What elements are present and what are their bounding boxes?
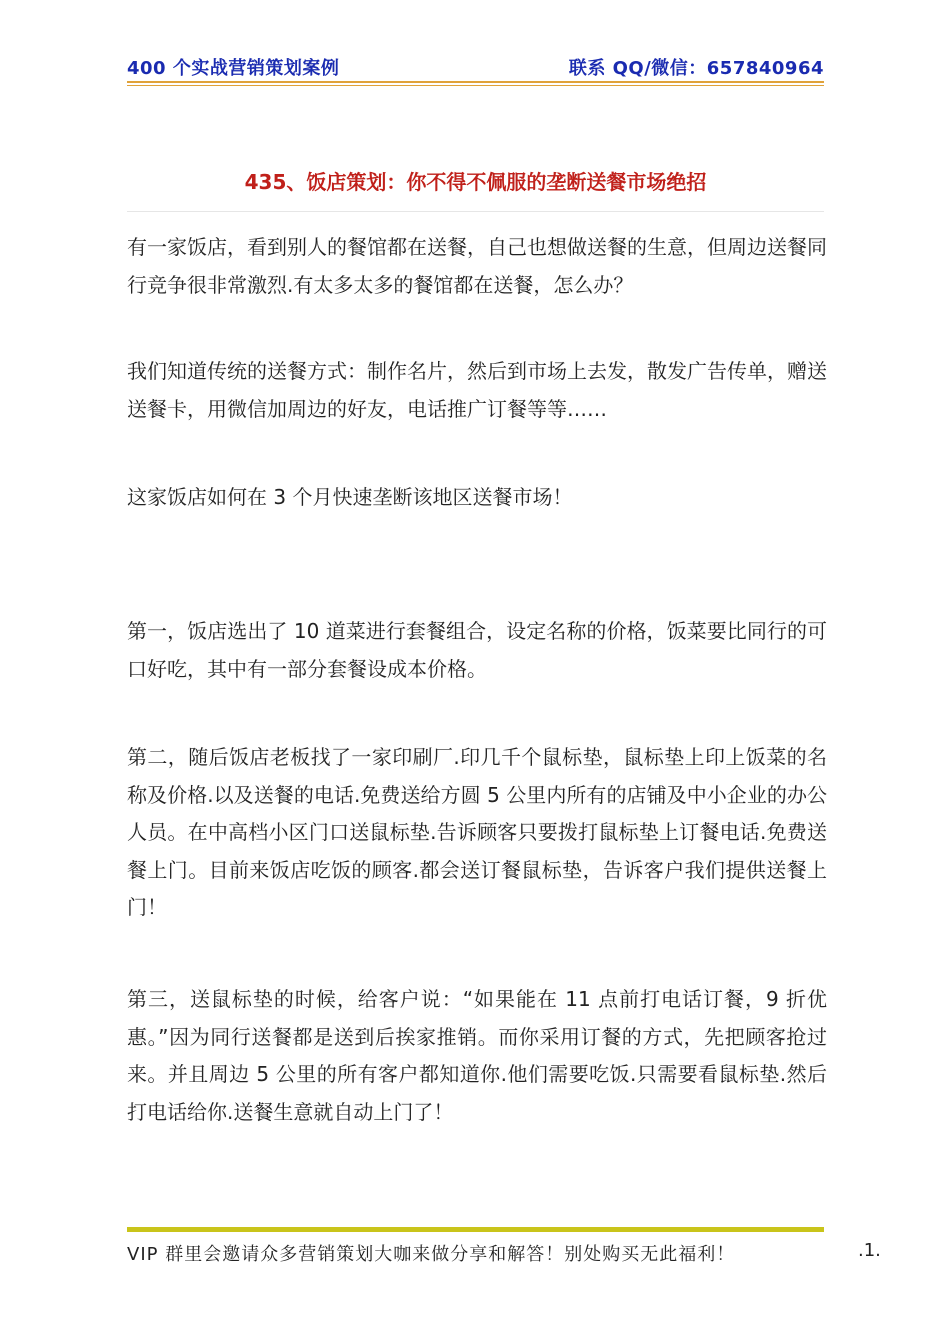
paragraph-step-two: 第二，随后饭店老板找了一家印刷厂.印几千个鼠标垫，鼠标垫上印上饭菜的名称及价格.以及送餐的电话.免费送给方圆 5 公里内所有的店铺及中小企业的办公人员。在中高档小区门口送鼠标垫.告诉顾客只要拨打鼠标垫上订餐电话.免费送餐上门。目前来饭店吃饭的顾客.都会送订餐鼠标垫，告诉客户我们提供送餐上门！	[127, 745, 827, 919]
header-series-title: 400 个实战营销策划案例	[127, 58, 340, 79]
paragraph-step-three: 第三，送鼠标垫的时候，给客户说：“如果能在 11 点前打电话订餐，9 折优惠。”因为同行送餐都是送到后挨家推销。而你采用订餐的方式，先把顾客抢过来。并且周边 5 公里的所有客户都知道你.他们需要吃饭.只需要看鼠标垫.然后打电话给你.送餐生意就自动上门了！	[127, 987, 827, 1124]
paragraph-intro: 有一家饭店，看到别人的餐馆都在送餐，自己也想做送餐的生意，但周边送餐同行竞争很非常激烈.有太多太多的餐馆都在送餐，怎么办？	[127, 235, 827, 297]
header-divider	[127, 81, 824, 83]
footer-divider	[127, 1227, 824, 1232]
paragraph-traditional-methods: 我们知道传统的送餐方式：制作名片，然后到市场上去发，散发广告传单，赠送送餐卡，用微信加周边的好友，电话推广订餐等等……	[127, 359, 827, 421]
paragraph-question: 这家饭店如何在 3 个月快速垄断该地区送餐市场！	[127, 485, 573, 509]
footer-note: VIP 群里会邀请众多营销策划大咖来做分享和解答！别处购买无此福利！	[127, 1244, 736, 1265]
page-number: .1.	[858, 1240, 881, 1261]
title-divider	[127, 211, 824, 212]
page-header	[127, 54, 824, 80]
header-contact: 联系 QQ/微信：657840964	[568, 58, 824, 79]
header-divider-thin	[127, 85, 824, 86]
article-title: 435、饭店策划：你不得不佩服的垄断送餐市场绝招	[244, 170, 707, 194]
paragraph-step-one: 第一，饭店选出了 10 道菜进行套餐组合，设定名称的价格，饭菜要比同行的可口好吃，其中有一部分套餐设成本价格。	[127, 619, 827, 681]
